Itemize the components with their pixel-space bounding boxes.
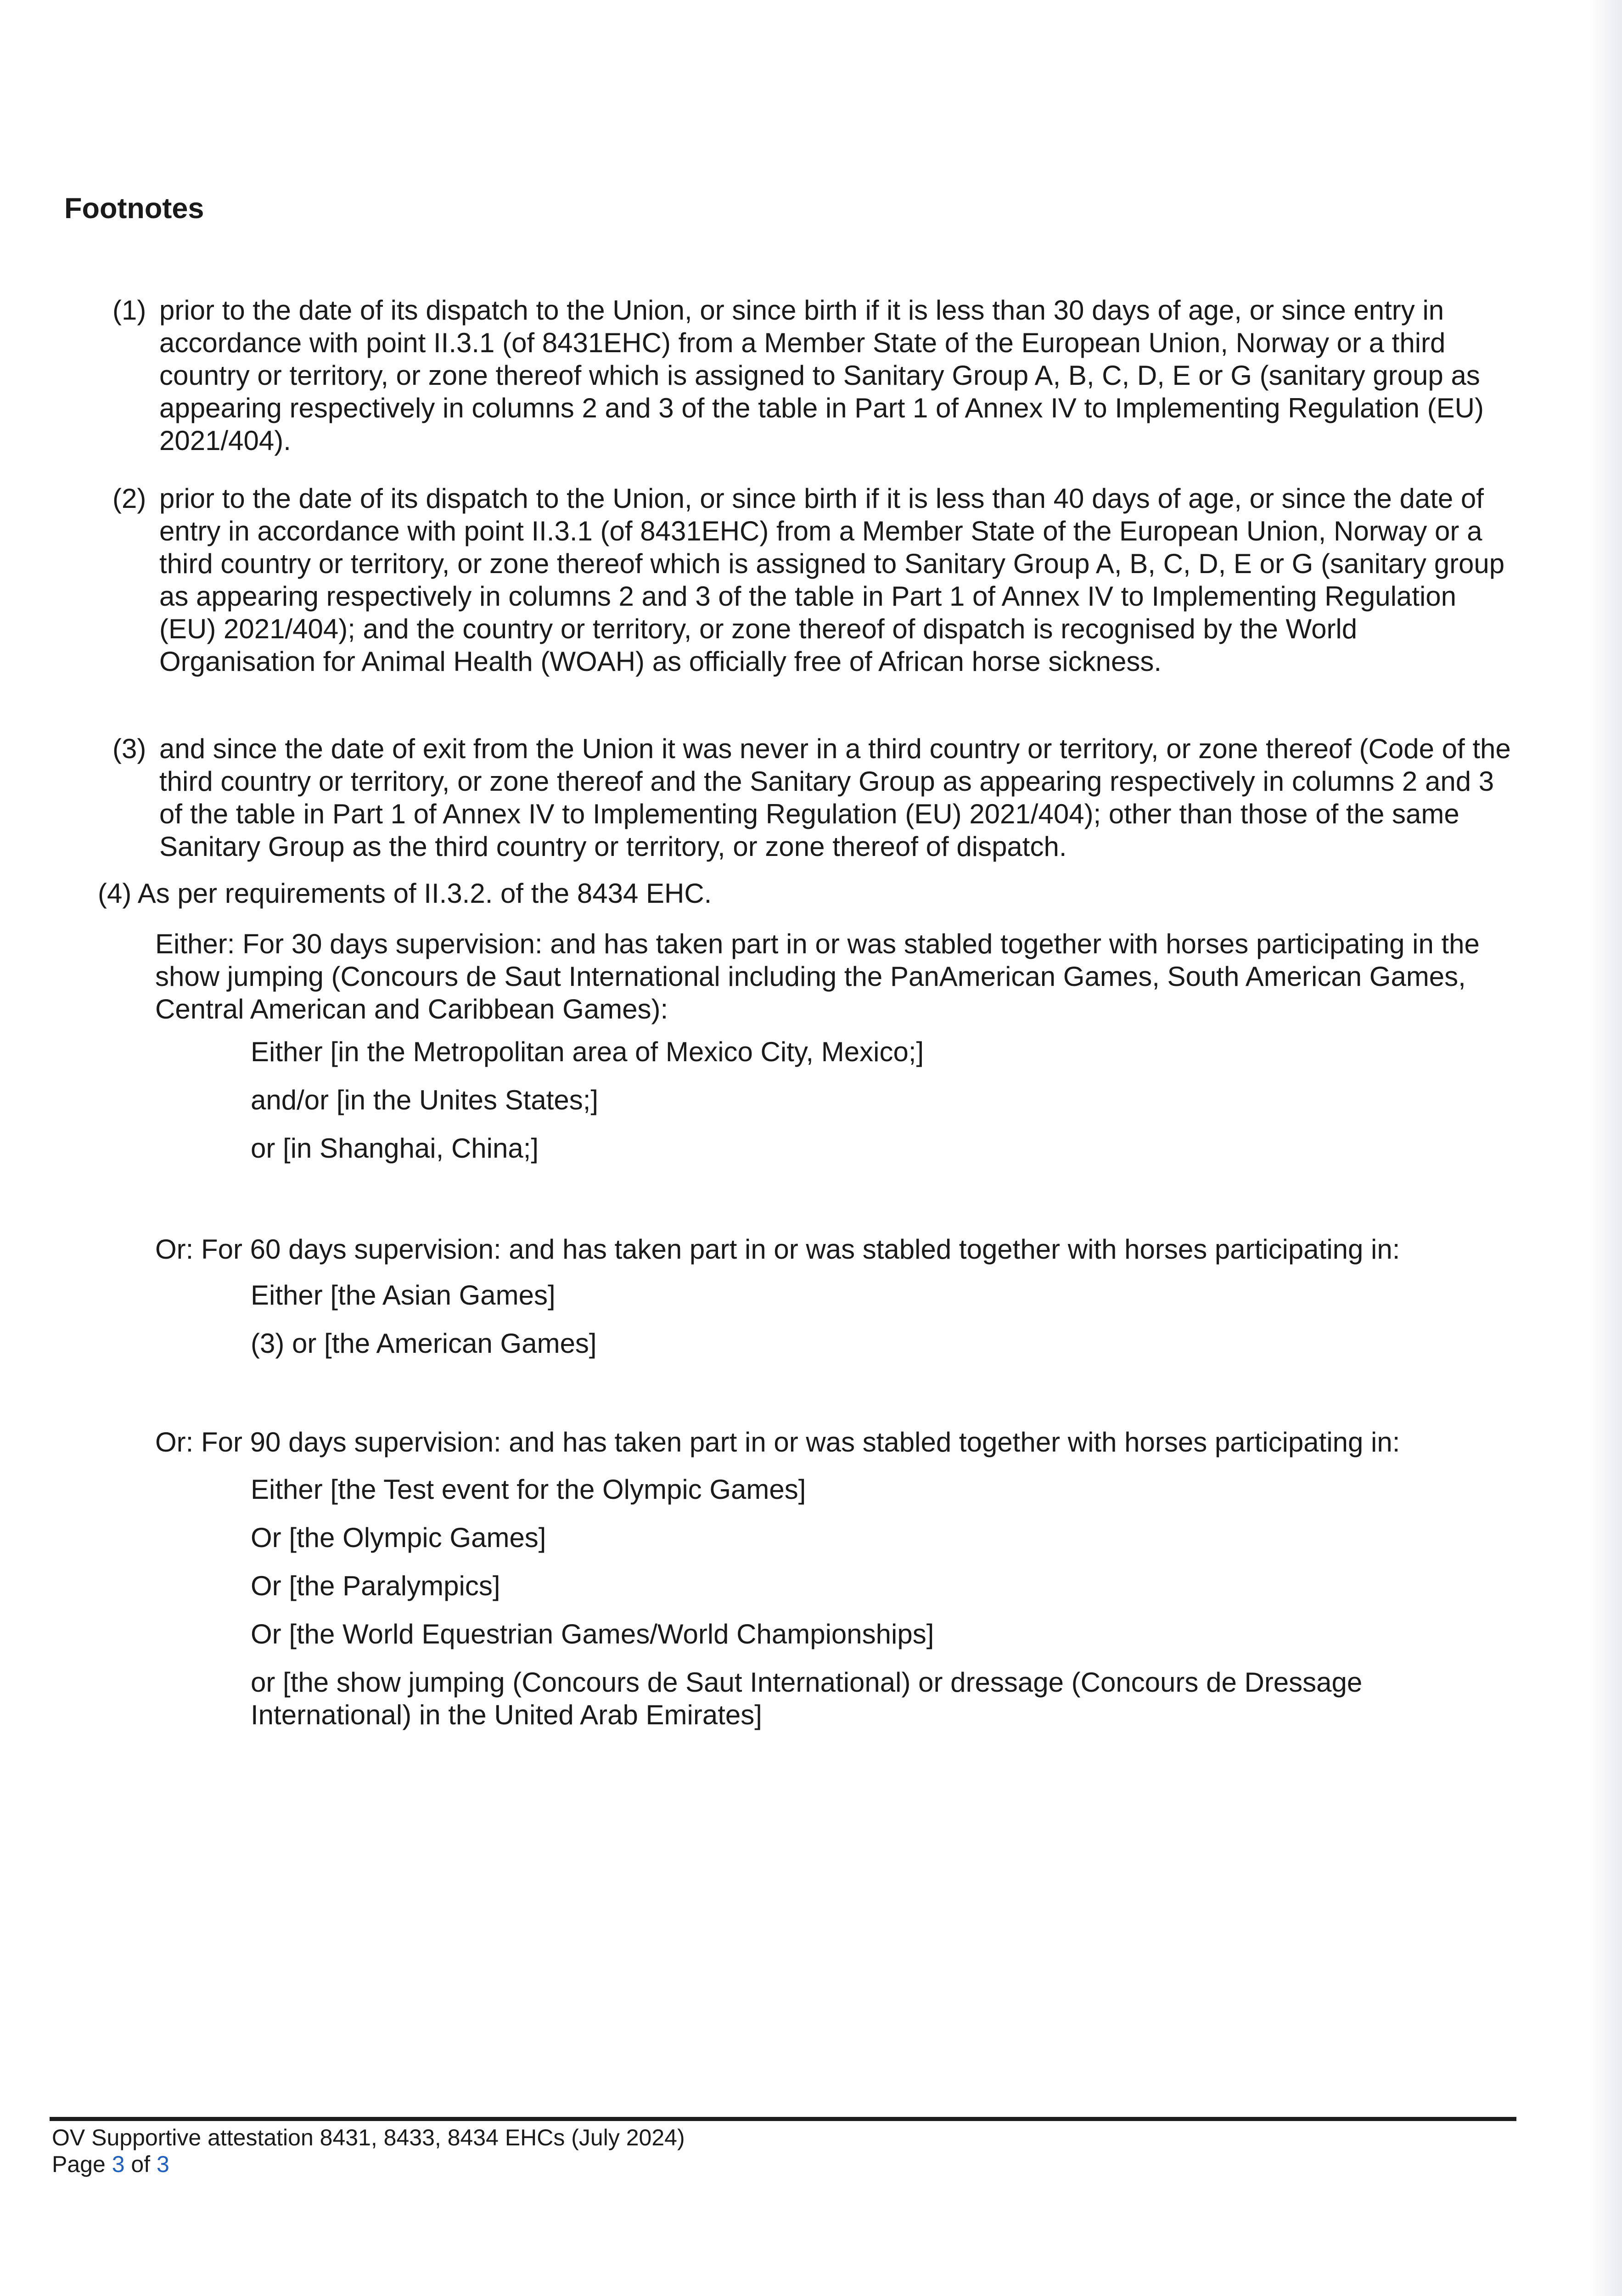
- list-30-item: or [in Shanghai, China;]: [251, 1133, 539, 1164]
- list-90-item: Either [the Test event for the Olympic Games]: [251, 1474, 806, 1505]
- footnote-3: [112, 732, 1517, 863]
- list-90-item: Or [the Paralympics]: [251, 1570, 500, 1601]
- footnote-3-number: (3): [112, 733, 146, 764]
- footnote-3-text: and since the date of exit from the Union it was never in a third country or territory, or zone thereof (Code of the third country or territory, or zone thereof and the Sanitary Group as appearing respectively in columns 2 and 3 of the table in Part 1 of Annex IV to Implementing Regulation (EU) 2021/404); other than those of the same Sanitary Group as the third country or territory, or zone thereof of dispatch.: [159, 733, 1511, 862]
- or-90-days-paragraph: Or: For 90 days supervision: and has taken part in or was stabled together with horses participating in:: [155, 1427, 1400, 1458]
- total-pages: 3: [157, 2151, 169, 2177]
- footer-document-title: OV Supportive attestation 8431, 8433, 8434 EHCs (July 2024): [52, 2125, 685, 2150]
- scan-edge-shadow: [1590, 0, 1622, 2296]
- footnote-2: [112, 482, 1517, 678]
- list-30-item: and/or [in the Unites States;]: [251, 1085, 599, 1115]
- list-60-item: (3) or [the American Games]: [251, 1328, 597, 1359]
- footnotes-heading: Footnotes: [64, 192, 204, 225]
- of-word: of: [131, 2151, 151, 2177]
- footnote-1: [112, 294, 1517, 457]
- footnote-4-heading: (4) As per requirements of II.3.2. of the 8434 EHC.: [98, 878, 712, 909]
- page-word: Page: [52, 2151, 106, 2177]
- list-90-item: or [the show jumping (Concours de Saut International) or dressage (Concours de Dressage International) in the United Arab Emirates]: [251, 1667, 1363, 1730]
- footnote-1-text: prior to the date of its dispatch to the Union, or since birth if it is less than 30 days of age, or since entry in accordance with point II.3.1 (of 8431EHC) from a Member State of the European Union, Norway or a third country or territory, or zone thereof which is assigned to Sanitary Group A, B, C, D, E or G (sanitary group as appearing respectively in columns 2 and 3 of the table in Part 1 of Annex IV to Implementing Regulation (EU) 2021/404).: [159, 295, 1484, 456]
- list-30-item: Either [in the Metropolitan area of Mexico City, Mexico;]: [251, 1036, 924, 1067]
- footnote-2-number: (2): [112, 483, 146, 514]
- footer-page-number: [52, 2150, 169, 2178]
- or-60-days-paragraph: Or: For 60 days supervision: and has taken part in or was stabled together with horses participating in:: [155, 1234, 1400, 1265]
- footnote-2-text: prior to the date of its dispatch to the Union, or since birth if it is less than 40 days of age, or since the date of entry in accordance with point II.3.1 (of 8431EHC) from a Member State of the European Union, Norway or a third country or territory, or zone thereof which is assigned to Sanitary Group A, B, C, D, E or G (sanitary group as appearing respectively in columns 2 and 3 of the table in Part 1 of Annex IV to Implementing Regulation (EU) 2021/404); and the country or territory, or zone thereof of dispatch is recognised by the World Organisation for Animal Health (WOAH) as officially free of African horse sickness.: [159, 483, 1505, 677]
- current-page: 3: [112, 2151, 125, 2177]
- either-30-days-paragraph: Either: For 30 days supervision: and has taken part in or was stabled together with horses participating in the show jumping (Concours de Saut International including the PanAmerican Games, South American Games, Central American and Caribbean Games):: [155, 929, 1480, 1024]
- list-90-item: Or [the Olympic Games]: [251, 1522, 546, 1553]
- list-90-item: Or [the World Equestrian Games/World Championships]: [251, 1619, 934, 1649]
- list-60-item: Either [the Asian Games]: [251, 1280, 556, 1311]
- footnote-1-number: (1): [112, 295, 146, 326]
- footer-rule: [50, 2117, 1516, 2121]
